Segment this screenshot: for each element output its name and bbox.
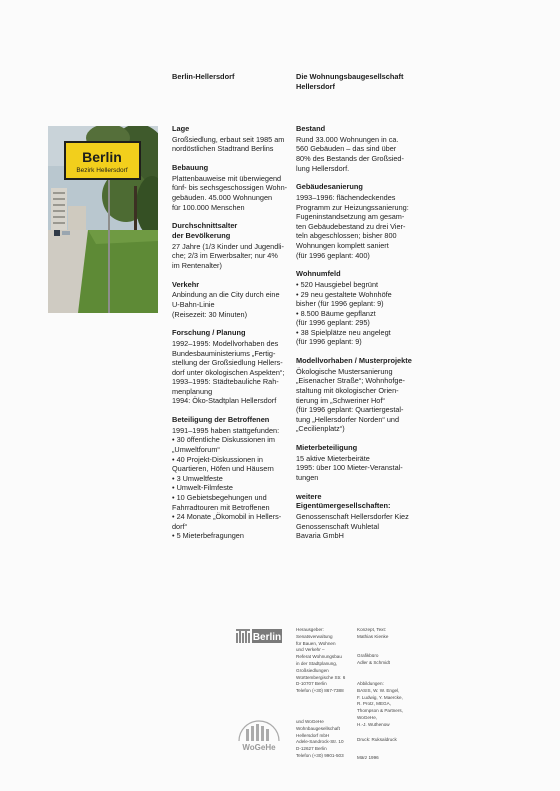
section <box>296 124 414 173</box>
publisher-wogehe-block: und WoGeHe Wohnbaugesellschaft Hellersdorf mbH Adele-Sandrock-Str. 10 D-12627 Berlin Telefon (+30) 9901-503 <box>296 719 344 758</box>
publisher-block: Herausgeber: Senatsverwaltung für Bauen, Wohnen und Verkehr – Referat Wohnungsbau in der Stadtplanung, Großsiedlungen Württembergische Str. 6 D-10707 Berlin Telefon (+30) 867-7388 <box>296 627 346 694</box>
section <box>296 182 414 260</box>
section-heading: Bestand <box>296 124 326 133</box>
section-text: 27 Jahre (1/3 Kinder und Jugendli- che; 2/3 im Erwerbsalter; nur 4% im Rentenalter) <box>172 241 284 270</box>
sign-city-label: Berlin <box>82 149 122 165</box>
section <box>296 443 414 483</box>
graphics-credit: Grafikbüro Adler & Schmidt <box>357 653 390 665</box>
left-column-title: Berlin-Hellersdorf <box>172 72 235 81</box>
section-text: • 520 Hausgiebel begrünt • 29 neu gestaltete Wohnhöfe bisher (für 1996 geplant: 9) • 8.500 Bäume gepflanzt (für 1996 geplant: 295) • 38 Spielplätze neu angelegt (für 1996 geplant: 9) <box>296 279 392 347</box>
section <box>172 163 292 212</box>
berlin-logo-text: Berlin <box>252 632 282 643</box>
print-credit: Druck: Ruksaldruck <box>357 737 397 742</box>
berlin-logo <box>236 627 282 643</box>
section-text: Rund 33.000 Wohnungen in ca. 560 Gebäuden – das sind über 80% des Bestands der Großsied- lung Hellersdorf. <box>296 134 404 173</box>
section-heading: Gebäudesanierung <box>296 182 363 192</box>
section-text: 1992–1995: Modellvorhaben des Bundesbauministeriums „Fertig- stellung der Großsiedlung Hellers- dorf unter ökologischen Aspekten“; 1993–1995: Städtebauliche Rah- menplanung 1994: Öko-Stadtplan Hellersdorf <box>172 338 285 406</box>
berlin-sign-photo <box>48 126 158 313</box>
wogehe-logo <box>236 719 282 753</box>
section <box>296 356 414 434</box>
section-text: 1993–1996: flächendeckendes Programm zur Heizungssanierung: Fugeninstandsetzung am gesam- ten Gebäudebestand zu drei Vier- teln abgeschlossen; bisher 800 Wohnungen komplett saniert (für 1996 geplant: 400) <box>296 192 409 260</box>
right-column <box>296 72 414 550</box>
section-text: Plattenbauweise mit überwiegend fünf- bis sechsgeschossigen Wohn- gebäuden. 45.000 Wohnungen für 100.000 Menschen <box>172 173 288 212</box>
wogehe-logo-text: WoGeHe <box>242 743 276 752</box>
section <box>172 124 292 154</box>
section-heading: weitere Eigentümergesellschaften: <box>296 491 391 511</box>
section-heading: Wohnumfeld <box>296 269 341 279</box>
section-text: Anbindung an die City durch eine U-Bahn-Linie (Reisezeit: 30 Minuten) <box>172 290 280 319</box>
section <box>296 492 414 541</box>
section-text: Großsiedlung, erbaut seit 1985 am nordöstlichen Stadtrand Berlins <box>172 134 285 154</box>
images-credit: Abbildungen: BASIS, W. W. Engel, F. Ludwig, Y. Maercke, R. Protz, MEGA, Thompson & Partners, WoGeHe, H.-J. Wuthenow <box>357 681 403 727</box>
section-heading: Modellvorhaben / Musterprojekte <box>296 356 412 366</box>
section-heading: Verkehr <box>172 279 200 289</box>
section-text: 1991–1995 haben stattgefunden: • 30 öffentliche Diskussionen im „Umweltforum“ • 40 Projekt-Diskussionen in Quartieren, Höfen und Häusern • 3 Umweltfeste • Umwelt-Filmfeste • 10 Gebietsbegehungen und Fahrradtouren mit Betroffenen • 24 Monate „Ökomobil in Hellers- dorf“ • 5 Mieterbefragungen <box>172 425 282 541</box>
section <box>172 280 292 320</box>
section <box>296 269 414 347</box>
section-heading: Forschung / Planung <box>172 328 246 338</box>
section-heading: Lage <box>172 124 190 133</box>
section-heading: Bebauung <box>172 162 209 172</box>
date-credit: März 1996 <box>357 755 379 760</box>
section <box>172 221 292 270</box>
section-text: Genossenschaft Hellersdorfer Kiez Genossenschaft Wuhletal Bavaria GmbH <box>296 512 409 541</box>
section-heading: Beteiligung der Betroffenen <box>172 415 270 425</box>
sign-district-label: Bezirk Hellersdorf <box>76 167 128 174</box>
left-column <box>172 72 292 550</box>
section-heading: Mieterbeteiligung <box>296 443 358 453</box>
section-text: Ökologische Mustersanierung „Eisenacher Straße“; Wohnhofge- staltung mit ökologischer Orien- tierung im „Schweriner Hof“ (für 1996 geplant: Quartiergestal- tung „Hellersdorfer Norden“ und „Cecilienplatz“) <box>296 366 405 434</box>
section <box>172 415 292 541</box>
concept-credit: Konzept, Text: Mathias Kienke <box>357 627 389 639</box>
section <box>172 328 292 406</box>
section-heading: Durchschnittsalter der Bevölkerung <box>172 221 238 240</box>
section-text: 15 aktive Mieterbeiräte 1995: über 100 Mieter-Veranstal- tungen <box>296 453 403 483</box>
photo-illustration <box>48 126 158 313</box>
right-column-title: Die Wohnungsbaugesellschaft Hellersdorf <box>296 72 404 91</box>
